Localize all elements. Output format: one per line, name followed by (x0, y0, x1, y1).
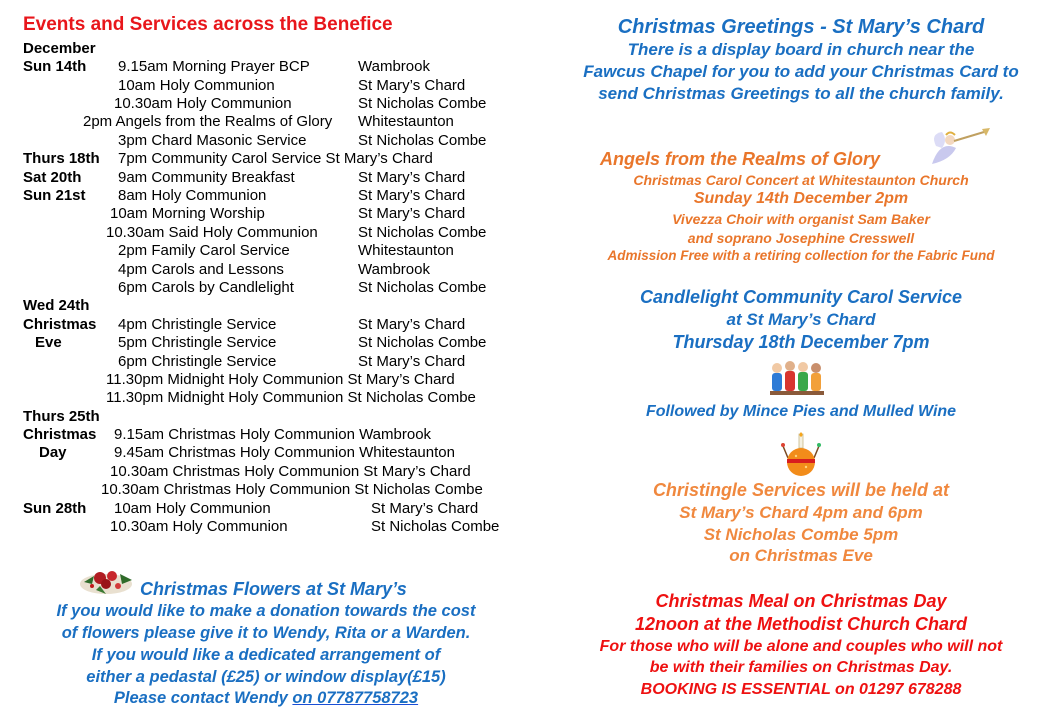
schedule-entry: 9.45am Christmas Holy Communion Whitestaunton (114, 444, 455, 461)
meal-line-2: For those who will be alone and couples who will not (599, 638, 1003, 655)
schedule-entry: St Mary’s Chard (358, 169, 466, 186)
christingle-line-2: St Nicholas Combe 5pm (703, 525, 899, 544)
schedule-entry: 4pm Carols and Lessons (118, 261, 284, 278)
schedule-date-label: Sun 21st (23, 187, 86, 204)
schedule-entry: St Nicholas Combe (358, 224, 487, 241)
schedule-date-label: Sat 20th (23, 169, 82, 186)
candlelight-line-2: Thursday 18th December 7pm (672, 332, 930, 352)
schedule-date-label: Eve (35, 334, 62, 351)
candlelight-line-1: at St Mary’s Chard (726, 310, 876, 329)
schedule-entry: St Mary’s Chard (358, 353, 466, 370)
schedule-entry: Wambrook (358, 58, 430, 75)
angels-line-2: Sunday 14th December 2pm (693, 190, 909, 207)
schedule-entry: 3pm Chard Masonic Service (118, 132, 307, 149)
christingle-orange-icon (778, 432, 824, 478)
schedule-entry: St Nicholas Combe (358, 95, 487, 112)
angels-line-3: Vivezza Choir with organist Sam Baker (672, 211, 930, 227)
greetings-line-2: Fawcus Chapel for you to add your Christmas Card to (583, 62, 1019, 81)
flowers-phone: on 07787758723 (292, 689, 419, 707)
schedule-entry: 10am Holy Communion (114, 500, 271, 517)
schedule-entry: 5pm Christingle Service (118, 334, 277, 351)
schedule-entry: St Mary’s Chard (358, 77, 466, 94)
flowers-contact-label: Please contact Wendy (113, 689, 293, 707)
schedule-entry: St Mary’s Chard (371, 500, 479, 517)
schedule-entry: St Mary’s Chard (358, 187, 466, 204)
schedule-entry: 10.30am Holy Communion (110, 518, 288, 535)
schedule-date-label: Christmas (23, 426, 97, 443)
schedule-entry: 10.30am Christmas Holy Communion St Mary’s Chard (110, 463, 471, 480)
schedule-date-label: Day (39, 444, 67, 461)
christingle-line-3: on Christmas Eve (729, 546, 873, 565)
events-schedule (0, 0, 540, 550)
schedule-entry: 10am Holy Communion (118, 77, 275, 94)
candlelight-line-3: Followed by Mince Pies and Mulled Wine (645, 403, 957, 420)
meal-line-1: 12noon at the Methodist Church Chard (634, 614, 967, 634)
schedule-entry: Wambrook (358, 261, 430, 278)
schedule-date-label: Thurs 25th (23, 408, 100, 425)
schedule-entry: 10.30am Holy Communion (114, 95, 292, 112)
schedule-entry: 10.30am Said Holy Communion (106, 224, 318, 241)
meal-line-4: BOOKING IS ESSENTIAL on 01297 678288 (640, 681, 962, 698)
flowers-title: Christmas Flowers at St Mary’s (140, 579, 407, 599)
schedule-entry: 2pm Family Carol Service (118, 242, 290, 259)
schedule-entry: 6pm Carols by Candlelight (118, 279, 294, 296)
angels-line-5: Admission Free with a retiring collection for the Fabric Fund (607, 248, 995, 263)
greetings-title: Christmas Greetings - St Mary’s Chard (617, 16, 985, 38)
angels-line-1: Christmas Carol Concert at Whitestaunton Church (633, 172, 969, 188)
schedule-entry: 6pm Christingle Service (118, 353, 277, 370)
schedule-entry: St Mary’s Chard (358, 316, 466, 333)
schedule-entry: 11.30pm Midnight Holy Communion St Mary’s Chard (106, 371, 455, 388)
schedule-entry: Whitestaunton (358, 113, 454, 130)
schedule-entry: 9.15am Morning Prayer BCP (118, 58, 310, 75)
flowers-line-1: If you would like to make a donation towards the cost (56, 602, 476, 620)
flowers-line-4: either a pedastal (£25) or window display(£15) (86, 668, 446, 686)
schedule-entry: St Mary’s Chard (358, 205, 466, 222)
meal-title: Christmas Meal on Christmas Day (655, 591, 947, 611)
schedule-entry: St Nicholas Combe (358, 279, 487, 296)
greetings-line-3: send Christmas Greetings to all the church family. (598, 84, 1004, 103)
angels-line-4: and soprano Josephine Cresswell (687, 230, 915, 246)
schedule-date-label: Sun 14th (23, 58, 87, 75)
schedule-entry: 10.30am Christmas Holy Communion St Nicholas Combe (101, 481, 483, 498)
meal-line-3: be with their families on Christmas Day. (649, 659, 953, 676)
christingle-title: Christingle Services will be held at (652, 480, 950, 500)
schedule-date-label: Christmas (23, 316, 97, 333)
angel-trumpet-icon (926, 126, 992, 170)
flowers-line-5 (6, 689, 526, 708)
schedule-date-label: Wed 24th (23, 297, 90, 314)
angels-title: Angels from the Realms of Glory (599, 149, 881, 169)
schedule-entry: 9am Community Breakfast (118, 169, 295, 186)
schedule-entry: 10am Morning Worship (110, 205, 265, 222)
flowers-line-2: of flowers please give it to Wendy, Rita or a Warden. (61, 624, 471, 642)
events-title: Events and Services across the Benefice (23, 14, 393, 35)
christingle-line-1: St Mary’s Chard 4pm and 6pm (679, 503, 923, 522)
flowers-line-3: If you would like a dedicated arrangement of (91, 646, 441, 664)
schedule-entry: 2pm Angels from the Realms of Glory (83, 113, 333, 130)
schedule-entry: 9.15am Christmas Holy Communion Wambrook (114, 426, 432, 443)
schedule-date-label: Thurs 18th (23, 150, 100, 167)
candlelight-title: Candlelight Community Carol Service (639, 287, 963, 307)
schedule-entry: 7pm Community Carol Service St Mary’s Chard (118, 150, 433, 167)
schedule-entry: St Nicholas Combe (358, 334, 487, 351)
carol-singers-icon (768, 358, 826, 400)
schedule-entry: 4pm Christingle Service (118, 316, 277, 333)
greetings-line-1: There is a display board in church near the (627, 40, 975, 59)
schedule-entry: St Nicholas Combe (371, 518, 500, 535)
schedule-entry: Whitestaunton (358, 242, 454, 259)
schedule-entry: 11.30pm Midnight Holy Communion St Nicholas Combe (106, 389, 476, 406)
holly-flowers-icon (76, 560, 136, 600)
schedule-entry: 8am Holy Communion (118, 187, 267, 204)
schedule-entry: St Nicholas Combe (358, 132, 487, 149)
schedule-date-label: Sun 28th (23, 500, 87, 517)
schedule-date-label: December (23, 40, 96, 57)
